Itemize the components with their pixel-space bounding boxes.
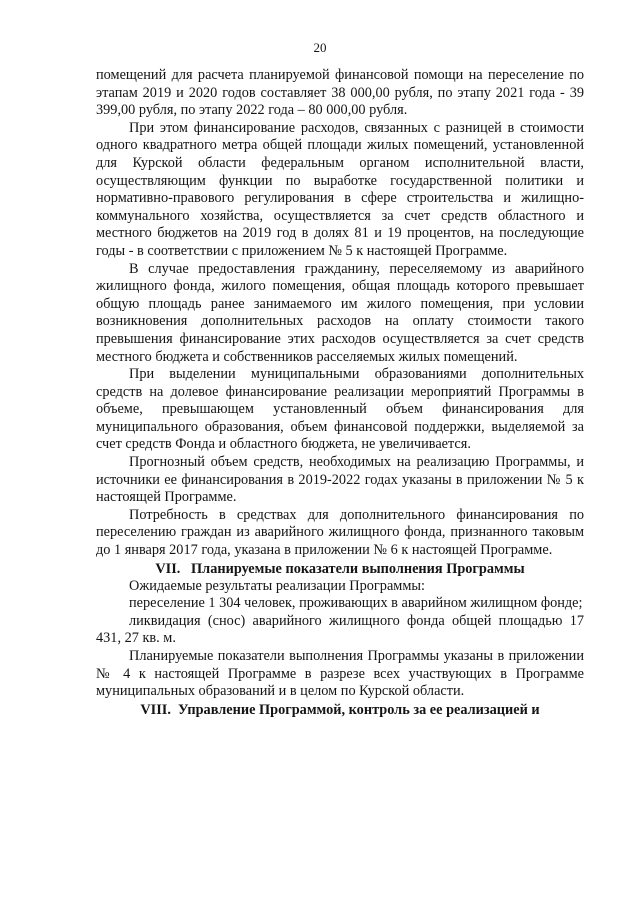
document-body <box>96 67 584 719</box>
paragraph: При этом финансирование расходов, связанных с разницей в стоимости одного квадратного метра общей площади жилых помещений, установленной для Курской области федеральным органом исполнительной власти, осуществляющим функции по выработке государственной политики и нормативно-правового регулирования в сфере строительства и жилищно-коммунального хозяйства, осуществляется за счет средств областного и местного бюджетов на 2019 год в долях 81 и 19 процентов, на последующие годы - в соответствии с приложением № 5 к настоящей Программе. <box>96 119 584 259</box>
paragraph: помещений для расчета планируемой финансовой помощи на переселение по этапам 2019 и 2020 годов составляет 38 000,00 рубля, по этапу 2021 года - 39 399,00 рубля, по этапу 2022 года – 80 000,00 рубля. <box>96 67 584 119</box>
paragraph: Прогнозный объем средств, необходимых на реализацию Программы, и источники ее финансирования в 2019-2022 годах указаны в приложении № 5 к настоящей Программе. <box>96 454 584 506</box>
paragraph: ликвидация (снос) аварийного жилищного фонда общей площадью 17 431, 27 кв. м. <box>96 612 584 647</box>
paragraph: Ожидаемые результаты реализации Программы: <box>129 577 425 594</box>
paragraph: Планируемые показатели выполнения Программы указаны в приложении № 4 к настоящей Программе в разрезе всех участвующих в Программе муниципальных образований и в целом по Курской области. <box>96 648 584 700</box>
paragraph: При выделении муниципальными образованиями дополнительных средств на долевое финансирование реализации мероприятий Программы в объеме, превышающем установленный объем финансирования для муниципального образования, объем финансовой поддержки, выделяемой за счет средств Фонда и областного бюджета, не увеличивается. <box>96 366 584 453</box>
paragraph: Потребность в средствах для дополнительного финансирования по переселению граждан из аварийного жилищного фонда, признанного таковым до 1 января 2017 года, указана в приложении № 6 к настоящей Программе. <box>96 506 584 559</box>
section-heading-viii: VIII. Управление Программой, контроль за ее реализацией и <box>140 701 540 718</box>
paragraph: В случае предоставления гражданину, переселяемому из аварийного жилищного фонда, жилого помещения, общая площадь которого превышает общую площадь ранее занимаемого им жилого помещения, при условии возникновения дополнительных расходов на оплату стоимости такого превышения финансирование этих расходов осуществляется за счет средств местного бюджета и собственников расселяемых жилых помещений. <box>96 260 584 365</box>
section-heading-vii: VII. Планируемые показатели выполнения Программы <box>155 560 525 577</box>
paragraph: переселение 1 304 человек, проживающих в аварийном жилищном фонде; <box>129 595 583 612</box>
page-number: 20 <box>313 40 327 55</box>
